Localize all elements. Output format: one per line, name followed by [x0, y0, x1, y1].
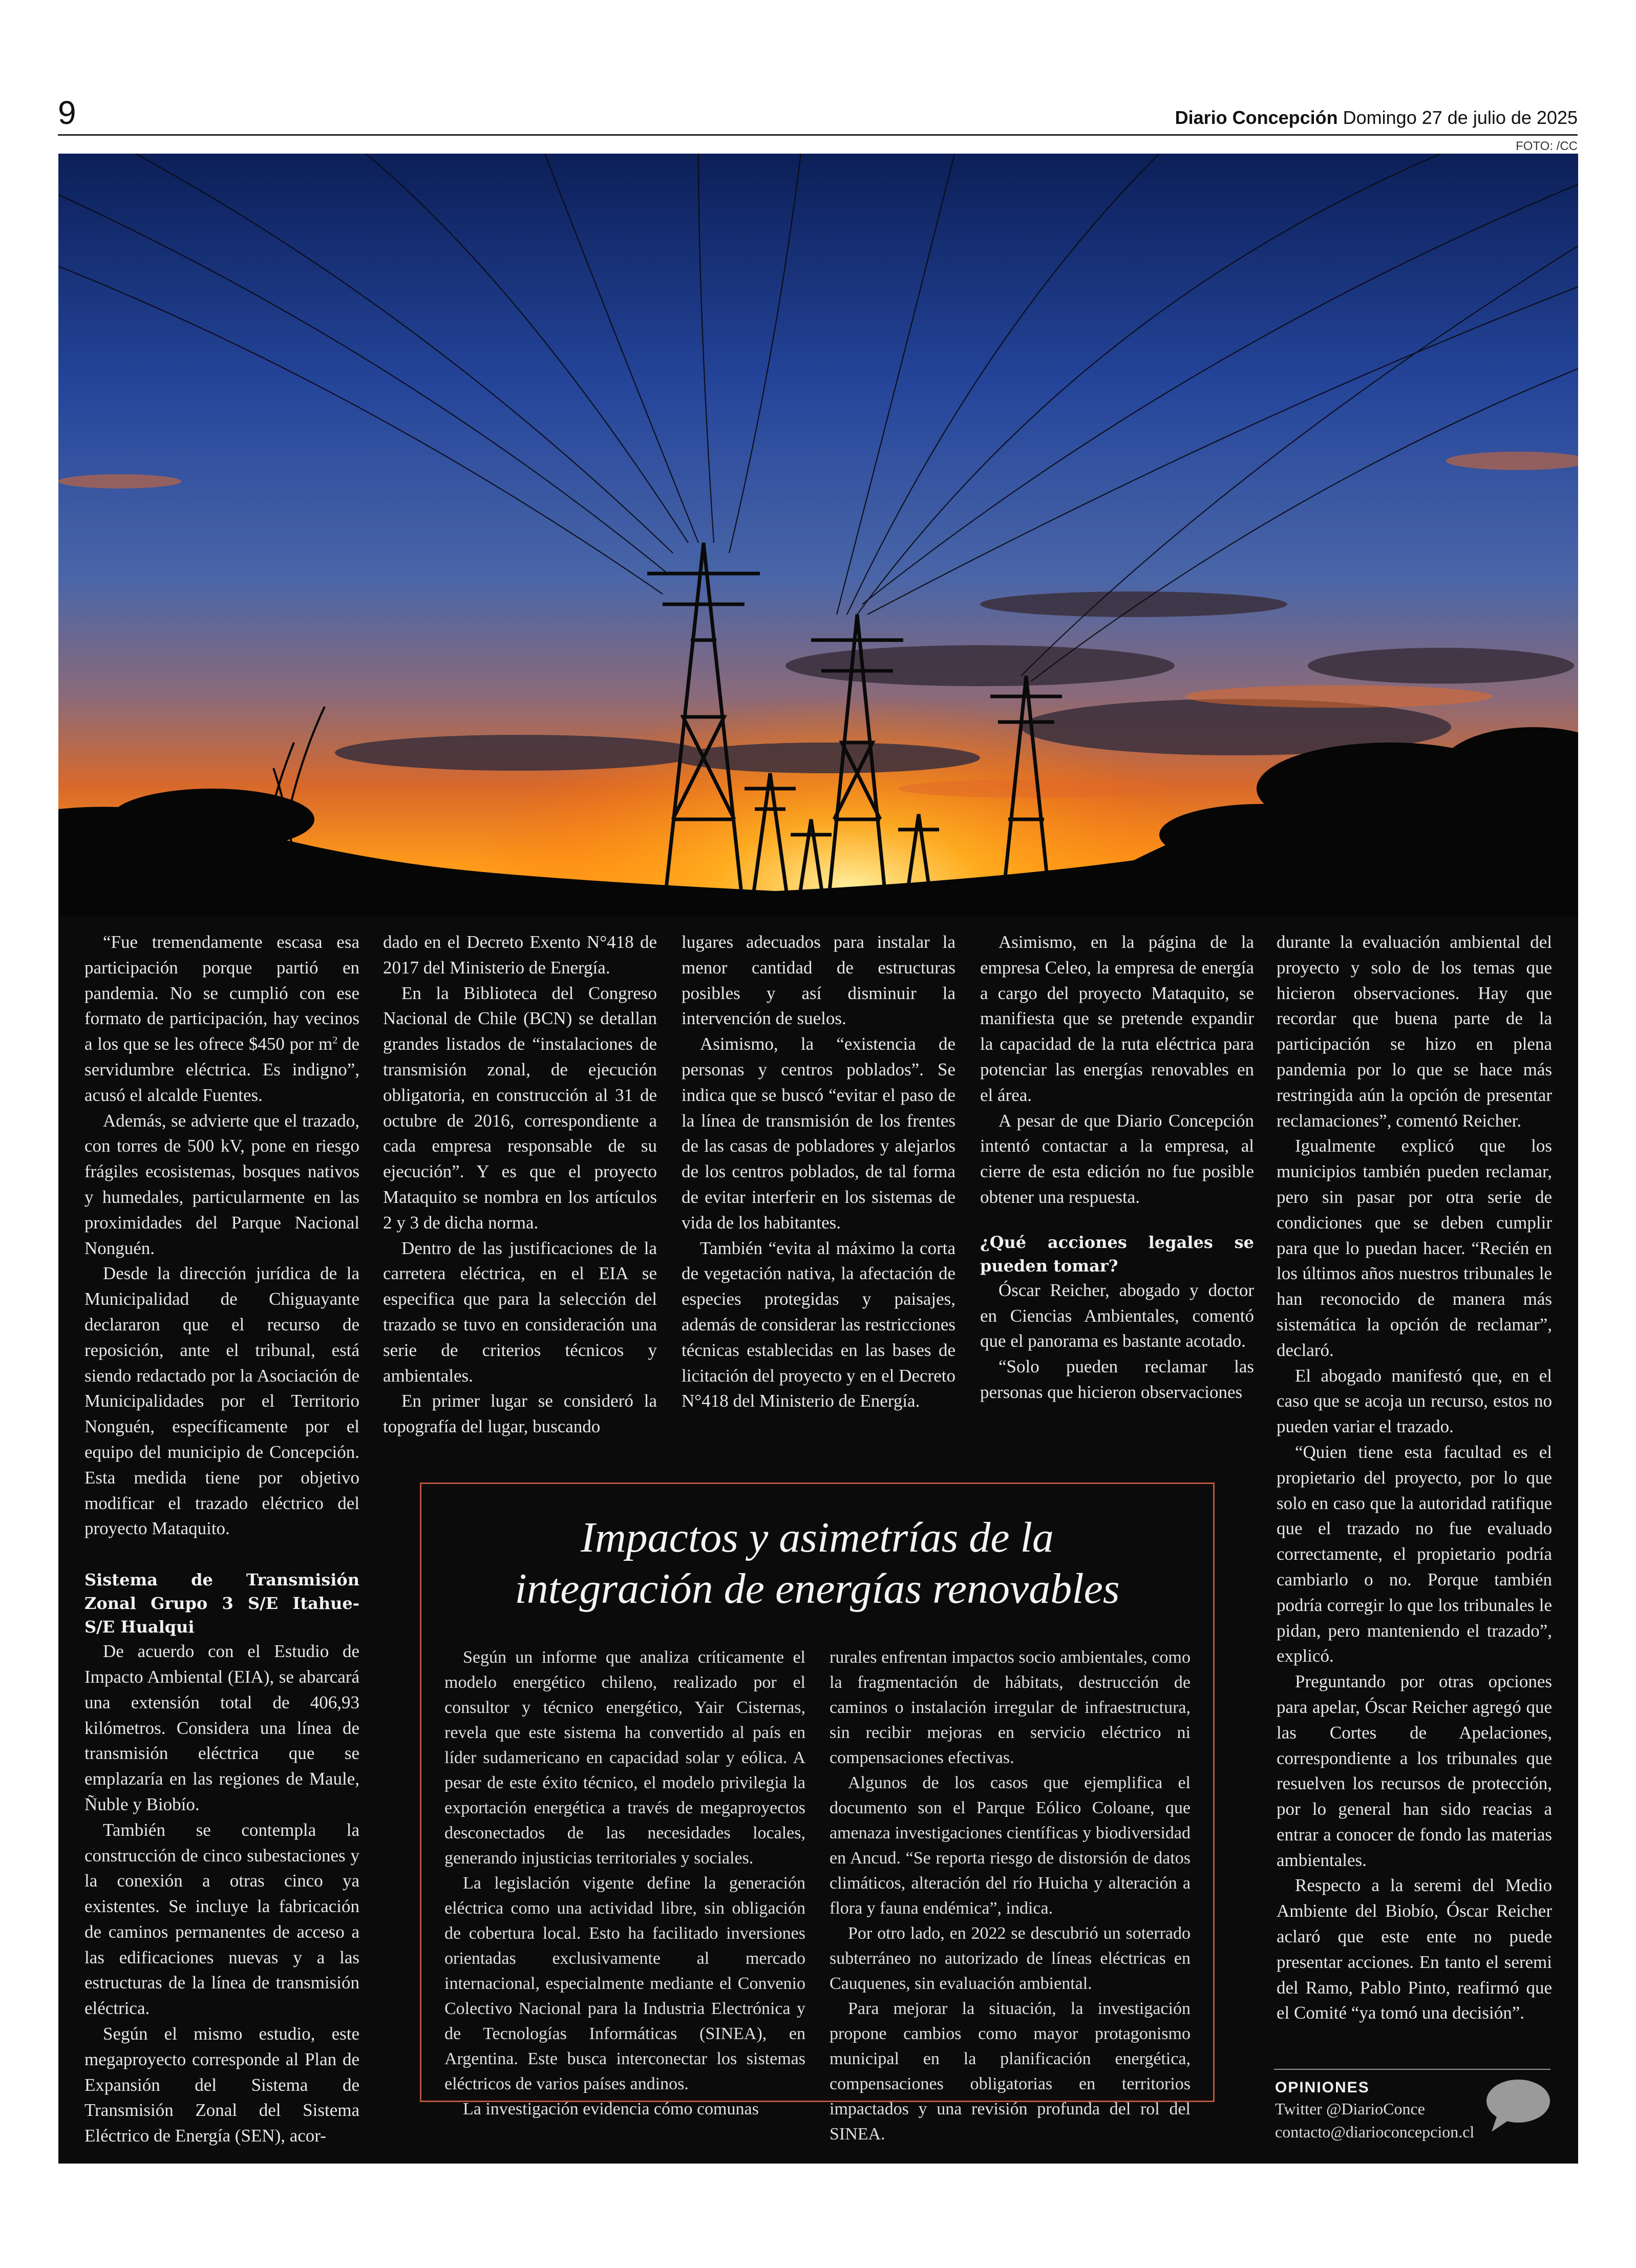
opinions-label: OPINIONES [1275, 2079, 1370, 2096]
paragraph: Según el mismo estudio, este megaproyecto corresponde al Plan de Expansión del Sistema de Transmisión Zonal del Sistema Eléctrico de Energía (SEN), acor- [84, 2024, 359, 2146]
opinions-twitter: Twitter @DiarioConce [1275, 2100, 1425, 2118]
page-number: 9 [58, 94, 76, 131]
section-subhead: Sistema de Transmisión Zonal Grupo 3 S/E Itahue- S/E Hualqui [84, 1570, 359, 1637]
paragraph: A pesar de que Diario Concepción intentó contactar a la empresa, al cierre de esta edición no fue posible obtener una respuesta. [980, 1110, 1254, 1207]
paragraph: De acuerdo con el Estudio de Impacto Ambiental (EIA), se abarcará una extensión total de 406,93 kilómetros. Considera una línea de transmisión eléctrica que se emplazaría en las regiones de Maule, Ñuble y Biobío. [84, 1641, 359, 1814]
paragraph: Asimismo, la “existencia de personas y centros poblados”. Se indica que se buscó “evitar el paso de la línea de transmisión de los frentes de las casas de pobladores y alejarlos de los centros poblados, de tal forma de evitar interferir en los sistemas de vida de los habitantes. [682, 1034, 955, 1233]
article-column-4 [980, 929, 1254, 1405]
paragraph: En primer lugar se consideró la topografía del lugar, buscando [383, 1391, 657, 1437]
paragraph: Dentro de las justificaciones de la carretera eléctrica, en el EIA se especifica que para la selección del trazado se tuvo en consideración una serie de criterios técnicos y ambientales. [383, 1238, 657, 1386]
sidebar-column-right [830, 1645, 1191, 2147]
paragraph: Por otro lado, en 2022 se descubrió un soterrado subterráneo no autorizado de líneas eléctricas en Cauquenes, sin evaluación ambiental. [830, 1924, 1191, 1993]
paragraph: Desde la dirección jurídica de la Municipalidad de Chiguayante declararon que el recurso de reposición, ante el tribunal, está siendo redactado por la Asociación de Municipalidades por el Territorio Nonguén, específicamente por el equipo del municipio de Concepción. Esta medida tiene por objetivo modificar el trazado eléctrico del proyecto Mataquito. [84, 1263, 359, 1539]
paragraph: Asimismo, en la página de la empresa Celeo, la empresa de energía a cargo del proyecto Mataquito, se manifiesta que se pretende expandir la capacidad de la ruta eléctrica para potenciar las energías renovables en el área. [980, 932, 1254, 1105]
paragraph: “Solo pueden reclamar las personas que hicieron observaciones [980, 1356, 1254, 1402]
photo-credit: FOTO: /CC [1516, 139, 1578, 153]
paragraph: La legislación vigente define la generación eléctrica como una actividad libre, sin obligación de cobertura local. Esto ha facilitado inversiones orientadas exclusivamente al mercado internacional, especialmente mediante el Convenio Colectivo Nacional para la Industria Electrónica y de Tecnologías Informáticas (SINEA), en Argentina. Este busca interconectar los sistemas eléctricos de varios países andinos. [444, 1874, 805, 2093]
paragraph: El abogado manifestó que, en el caso que se acoja un recurso, estos no pueden variar el trazado. [1277, 1365, 1552, 1437]
paragraph: Algunos de los casos que ejemplifica el documento son el Parque Eólico Coloane, que amenaza investigaciones científicas y biodiversidad en Ancud. “Se reporta riesgo de distorsión de datos climáticos, alteración del río Huicha y alteración a flora y fauna endémica”, indica. [830, 1773, 1191, 1918]
article-column-2 [383, 929, 657, 1439]
paragraph: rurales enfrentan impactos socio ambientales, como la fragmentación de hábitats, destrucción de caminos o instalación irregular de infraestructura, sin recibir mejoras en servicio eléctrico ni compensaciones efectivas. [830, 1648, 1191, 1767]
sidebar-column-left [444, 1645, 805, 2122]
paragraph: La investigación evidencia cómo comunas [463, 2100, 759, 2118]
paragraph: “Quien tiene esta facultad es el propietario del proyecto, por lo que solo en caso que la autoridad ratifique que el trazado no fue evaluado correctamente, el propietario podría cambiarlo o no. Porque también podría corregir lo que los tribunales le pidan, pero manteniendo el trazado”, explicó. [1277, 1442, 1552, 1666]
masthead [1175, 109, 1578, 127]
article-column-1 [84, 929, 359, 2149]
speech-bubble-icon [1482, 2078, 1554, 2136]
sidebar-title: Impactos y asimetrías de la integración de energías renovables [515, 1514, 1120, 1613]
opinions-rule [1274, 2069, 1550, 2070]
paragraph: “Fue tremendamente escasa esa participación porque partió en pandemia. No se cumplió con ese formato de participación, hay vecinos a los que se les ofrece $450 por $m^2$ de servidumbre eléctrica. Es indigno”, acusó el alcalde Fuentes. [84, 932, 359, 1105]
article-column-3 [682, 929, 955, 1414]
paragraph: Óscar Reicher, abogado y doctor en Ciencias Ambientales, comentó que el panorama es bastante acotado. [980, 1280, 1254, 1351]
paragraph: Además, se advierte que el trazado, con torres de 500 kV, pone en riesgo frágiles ecosistemas, bosques nativos y humedales, particularmente en las proximidades del Parque Nacional Nonguén. [84, 1110, 359, 1258]
paragraph: dado en el Decreto Exento N°418 de 2017 del Ministerio de Energía. [383, 932, 657, 978]
paragraph: Respecto a la seremi del Medio Ambiente del Biobío, Óscar Reicher aclaró que este ente no puede presentar acciones. En tanto el seremi del Ramo, Pablo Pinto, reafirmó que el Comité “ya tomó una decisión”. [1277, 1875, 1552, 2023]
newspaper-name: Diario Concepción [1175, 107, 1338, 128]
paragraph: Para mejorar la situación, la investigación propone cambios como mayor protagonismo municipal en la planificación energética, compensaciones obligatorias en territorios impactados y una revisión profunda del rol del SINEA. [830, 1999, 1191, 2144]
sunset-power-lines-photo [58, 154, 1578, 927]
paragraph: También “evita al máximo la corta de vegetación nativa, la afectación de especies protegidas y paisajes, además de considerar las restricciones técnicas establecidas en las bases de licitación del proyecto y en el Decreto N°418 del Ministerio de Energía. [682, 1238, 955, 1411]
paragraph: lugares adecuados para instalar la menor cantidad de estructuras posibles y así disminuir la intervención de suelos. [682, 932, 955, 1029]
issue-date: Domingo 27 de julio de 2025 [1343, 107, 1578, 128]
paragraph: Preguntando por otras opciones para apelar, Óscar Reicher agregó que las Cortes de Apelaciones, correspondiente a los tribunales que resuelven los recursos de protección, por lo general han sido reacias a entrar a conocer de fondo las materias ambientales. [1277, 1671, 1552, 1870]
paragraph: Según un informe que analiza críticamente el modelo energético chileno, realizado por el consultor y técnico energético, Yair Cisternas, revela que este sistema ha convertido al país en líder sudamericano en capacidad solar y eólica. A pesar de este éxito técnico, el modelo privilegia la exportación energética a través de megaproyectos desconectados de las necesidades locales, generando injusticias territoriales y sociales. [444, 1648, 805, 1868]
paragraph: durante la evaluación ambiental del proyecto y solo de los temas que hicieron observaciones. Hay que recordar que buena parte de la participación se hizo en plena pandemia por lo que se hace más restringida aún la opción de presentar reclamaciones”, comentó Reicher. [1277, 932, 1552, 1131]
paragraph: En la Biblioteca del Congreso Nacional de Chile (BCN) se detallan grandes listados de “instalaciones de transmisión zonal, de ejecución obligatoria, en construcción al 31 de octubre de 2016, correspondiente a cada empresa responsable de su ejecución”. Y es que el proyecto Mataquito se nombra en los artículos 2 y 3 de dicha norma. [383, 983, 657, 1233]
header-rule [58, 134, 1578, 136]
section-subhead: ¿Qué acciones legales se pueden tomar? [980, 1232, 1254, 1276]
paragraph: Igualmente explicó que los municipios también pueden reclamar, pero sin pasar por otra serie de condiciones que se deben cumplir para que lo puedan hacer. “Recién en los últimos años nuestros tribunales le han reconocido de manera más sistemática la opción de reclamar”, declaró. [1277, 1136, 1552, 1360]
paragraph: También se contempla la construcción de cinco subestaciones y la conexión a otras cinco ya existentes. Se incluye la fabricación de caminos permanentes de acceso a las edificaciones nuevas y a las estructuras de la línea de transmisión eléctrica. [84, 1819, 359, 2019]
opinions-email: contacto@diarioconcepcion.cl [1275, 2123, 1475, 2141]
article-column-5 [1277, 929, 1552, 2026]
